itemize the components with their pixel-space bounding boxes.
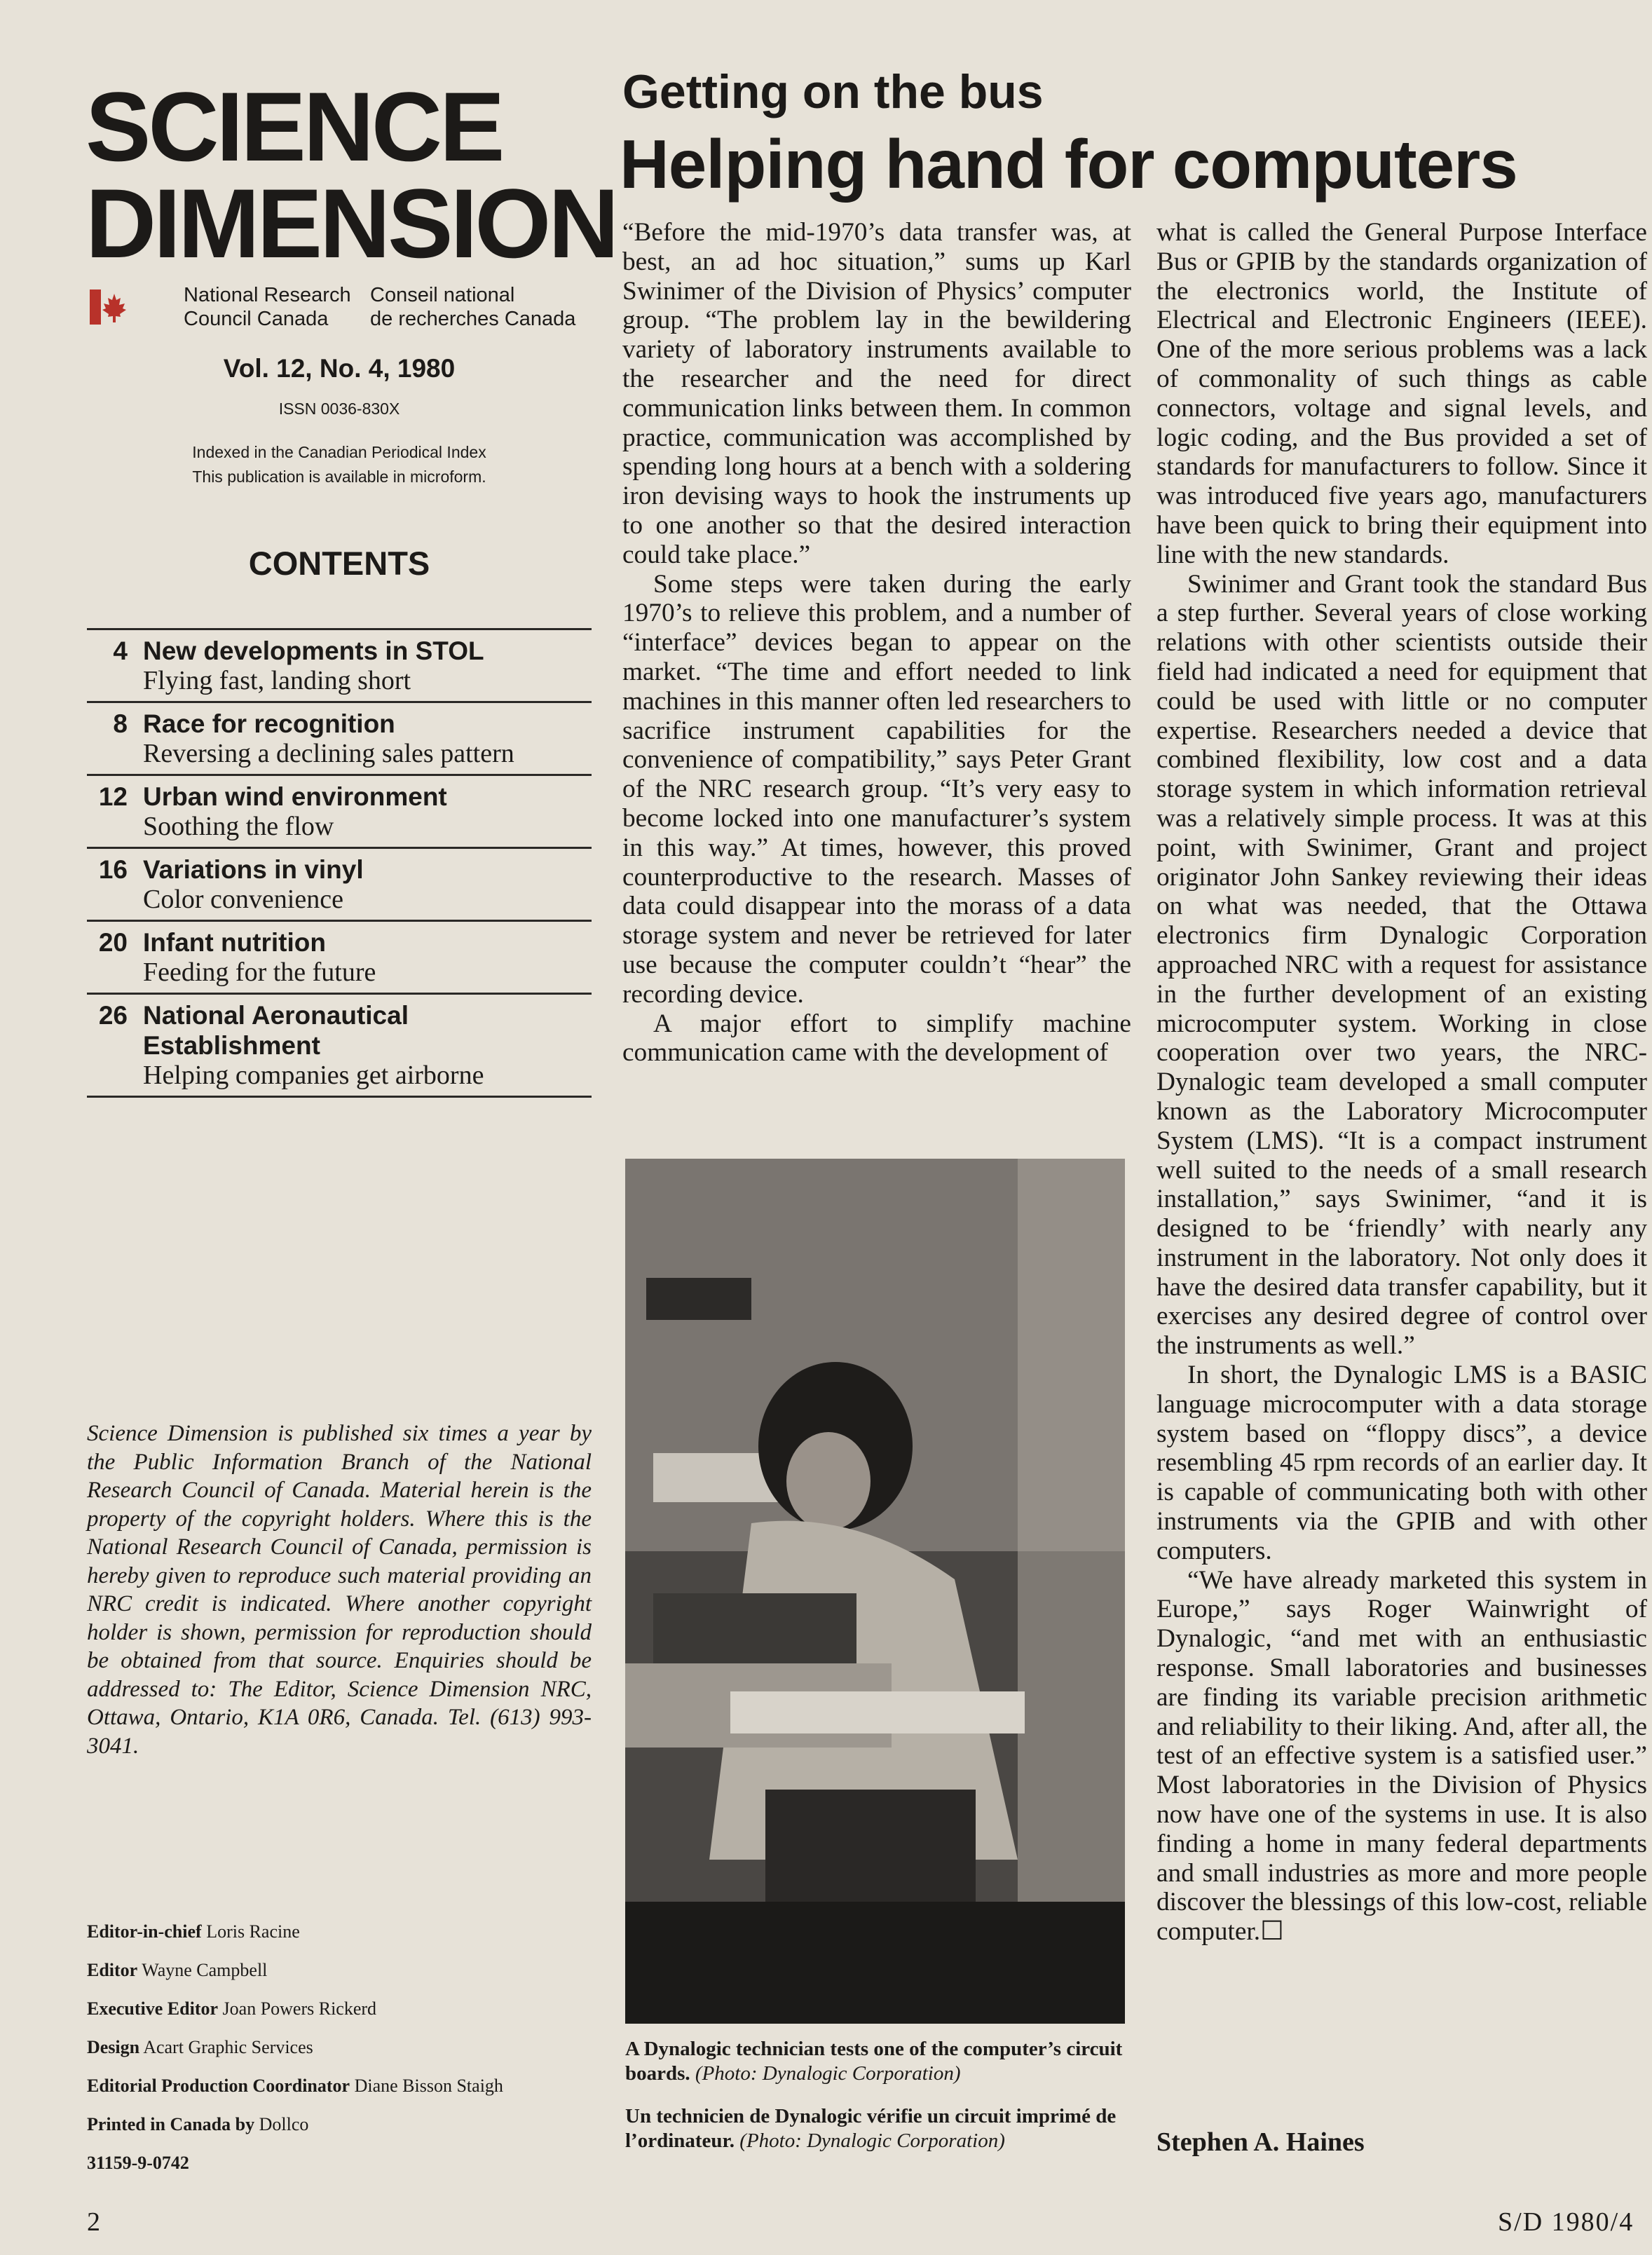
credit-role: Editor-in-chief [87, 1921, 202, 1942]
photo-caption-english [625, 2037, 1130, 2086]
credit-name: Loris Racine [206, 1921, 300, 1942]
credit-line [87, 2144, 592, 2182]
article-column-2 [1156, 218, 1647, 1947]
toc-subtitle: Feeding for the future [143, 958, 376, 987]
issue-volume: Vol. 12, No. 4, 1980 [223, 354, 456, 383]
publisher-name-english [184, 283, 351, 331]
toc-item[interactable] [87, 628, 592, 701]
credit-role: Design [87, 2037, 140, 2057]
indexed-line: Indexed in the Canadian Periodical Index [192, 443, 486, 461]
credit-line [87, 2066, 592, 2105]
contents-heading: CONTENTS [248, 545, 430, 582]
credit-line [87, 1912, 592, 1951]
toc-item[interactable] [87, 774, 592, 847]
paragraph: “We have already marketed this system in Europe,” says Roger Wainwright of Dynalogic, “and met with an enthusiastic response. Small laboratories and businesses are finding its variable precision arithmetic and reliability to their liking. And, after all, the test of an effective system is a satisfied user.” Most laboratories in the Division of Physics now have one of the systems in use. It is also finding a home in many federal departments and small industries as more and more people discover the blessings of this low-cost, reliable computer.☐ [1156, 1565, 1647, 1947]
issn: ISSN 0036-830X [278, 400, 400, 418]
toc-subtitle: Soothing the flow [143, 812, 334, 841]
masthead-credits [87, 1912, 592, 2182]
paragraph: A major effort to simplify machine communication came with the development of [622, 1009, 1131, 1068]
credit-name: Diane Bisson Staigh [354, 2076, 503, 2096]
masthead-line2: DIMENSION [86, 168, 617, 278]
toc-page-number: 12 [98, 782, 128, 811]
toc-subtitle: Color convenience [143, 885, 343, 914]
toc-subtitle: Flying fast, landing short [143, 666, 411, 695]
toc-page-number: 26 [98, 1001, 128, 1030]
issue-folio: S/D 1980/4 [1498, 2207, 1634, 2237]
credit-name: Wayne Campbell [142, 1960, 268, 1980]
microform-line: This publication is available in microform. [192, 468, 486, 486]
article-headline: Helping hand for computers [620, 125, 1517, 203]
credit-line [87, 2028, 592, 2066]
credit-name: Joan Powers Rickerd [222, 1998, 377, 2019]
publisher-en-line1: National Research [184, 284, 351, 306]
toc-page-number: 20 [98, 928, 128, 957]
credit-name: Acart Graphic Services [143, 2037, 313, 2057]
publisher-fr-line1: Conseil national [370, 284, 515, 306]
article-byline: Stephen A. Haines [1156, 2127, 1365, 2157]
toc-subtitle: Helping companies get airborne [143, 1061, 484, 1090]
toc-item[interactable] [87, 993, 592, 1096]
photo-credit: (Photo: Dynalogic Corporation) [739, 2130, 1005, 2152]
credit-role: 31159-9-0742 [87, 2153, 189, 2173]
credit-name: Dollco [259, 2114, 309, 2134]
publisher-en-line2: Council Canada [184, 308, 329, 330]
toc-subtitle: Reversing a declining sales pattern [143, 739, 514, 768]
credit-role: Executive Editor [87, 1998, 219, 2019]
toc-title: Urban wind environment [143, 782, 447, 811]
caption-text: Un technicien de Dynalogic vérifie un circuit imprimé de l’ordinateur. [625, 2105, 1117, 2152]
toc-page-number: 16 [98, 855, 128, 884]
toc-title: Infant nutrition [143, 928, 326, 957]
article-column-1 [622, 218, 1131, 1068]
publication-info: Science Dimension is published six times a year by the Public Information Branch of the National Research Council of Canada. Material herein is the property of the copyright holders. Where this is the National Research Council of Canada, permission is hereby given to reproduce such material providing an NRC credit is indicated. Where another copyright holder is shown, permission for reproduction should be obtained from that source. Enquiries should be addressed to: The Editor, Science Dimension NRC, Ottawa, Ontario, K1A 0R6, Canada. Tel. (613) 993-3041. [87, 1421, 592, 1759]
masthead [86, 71, 617, 278]
toc-title: New developments in STOL [143, 636, 484, 665]
photo-illustration [625, 1159, 1125, 2024]
toc-item[interactable] [87, 847, 592, 920]
canada-flag-icon [90, 289, 139, 325]
credit-role: Printed in Canada by [87, 2114, 255, 2134]
credit-role: Editorial Production Coordinator [87, 2076, 350, 2096]
paragraph: In short, the Dynalogic LMS is a BASIC language microcomputer with a data storage system based on “floppy discs”, a device resembling 45 rpm records of an earlier day. It is capable of communicating both with other instruments via the GPIB and with other computers. [1156, 1361, 1647, 1565]
toc-page-number: 4 [113, 636, 128, 665]
toc-title: Race for recognition [143, 709, 395, 738]
paragraph: what is called the General Purpose Interface Bus or GPIB by the standards organization of the electronics world, the Institute of Electrical and Electronic Engineers (IEEE). One of the more serious problems was a lack of commonality of such things as cable connectors, voltage and signal levels, and logic coding, and the Bus provided a set of standards for manufacturers to follow. Since it was introduced five years ago, manufacturers have been quick to bring their equipment into line with the new standards. [1156, 218, 1647, 569]
page-number: 2 [87, 2207, 100, 2237]
toc-item[interactable] [87, 701, 592, 774]
publisher-fr-line2: de recherches Canada [370, 308, 576, 330]
photo-caption-french [625, 2104, 1130, 2153]
index-notice [87, 440, 592, 489]
photo-credit: (Photo: Dynalogic Corporation) [695, 2062, 961, 2085]
paragraph: Some steps were taken during the early 1970’s to relieve this problem, and a number of “interface” devices began to appear on the market. “The time and effort needed to link machines in this manner often led researchers to sacrifice instrument capabilities for the convenience of compatibility,” says Peter Grant of the NRC research group. “It’s very easy to become locked into one manufacturer’s system in this way.” At times, however, this proved counterproductive to the research. Masses of data could disappear into the morass of a data storage system and never be retrieved for later use because the computer couldn’t “hear” the recording device. [622, 569, 1131, 1009]
paragraph: “Before the mid-1970’s data transfer was, at best, an ad hoc situation,” sums up Karl Swinimer of the Division of Physics’ computer group. “The problem lay in the bewildering variety of laboratory instruments available to the researcher and the need for direct communication links between them. In common practice, communication was accomplished by spending long hours at a bench with a soldering iron devising ways to hook the instruments up to one another so that the desired interaction could take place.” [622, 218, 1131, 569]
masthead-line1: SCIENCE [86, 71, 503, 182]
toc-title: Variations in vinyl [143, 855, 364, 884]
table-of-contents [87, 628, 592, 1098]
credit-line [87, 2105, 592, 2144]
credit-line [87, 1989, 592, 2028]
toc-item[interactable] [87, 920, 592, 993]
credit-line [87, 1951, 592, 1989]
article-kicker: Getting on the bus [622, 65, 1044, 118]
publisher-name-french [370, 283, 575, 331]
caption-text: A Dynalogic technician tests one of the computer’s circuit boards. [625, 2038, 1123, 2085]
toc-title: National Aeronautical Establishment [143, 1001, 409, 1060]
technician-photo [625, 1159, 1125, 2024]
credit-role: Editor [87, 1960, 138, 1980]
paragraph: Swinimer and Grant took the standard Bus a step further. Several years of close working relations with other scientists outside their field had indicated a need for equipment that could be used with little or no computer expertise. Researchers needed a device that combined flexibility, low cost and a data storage system in which information retrieval was a relatively simple process. It was at this point, with Swinimer, Grant and project originator John Sankey reviewing their ideas on what was needed, that the Ottawa electronics firm Dynalogic Corporation approached NRC with a request for assistance in the further development of an existing microcomputer system. Working in close cooperation over two years, the NRC-Dynalogic team developed a small computer known as the Laboratory Microcomputer System (LMS). “It is a compact instrument well suited to the needs of a small research installation,” says Swinimer, “and it is designed to be ‘friendly’ with nearly any instrument in the laboratory. Not only does it have the desired data transfer capability, but it exercises any desired degree of control over the instruments as well.” [1156, 569, 1647, 1361]
toc-page-number: 8 [113, 709, 128, 738]
